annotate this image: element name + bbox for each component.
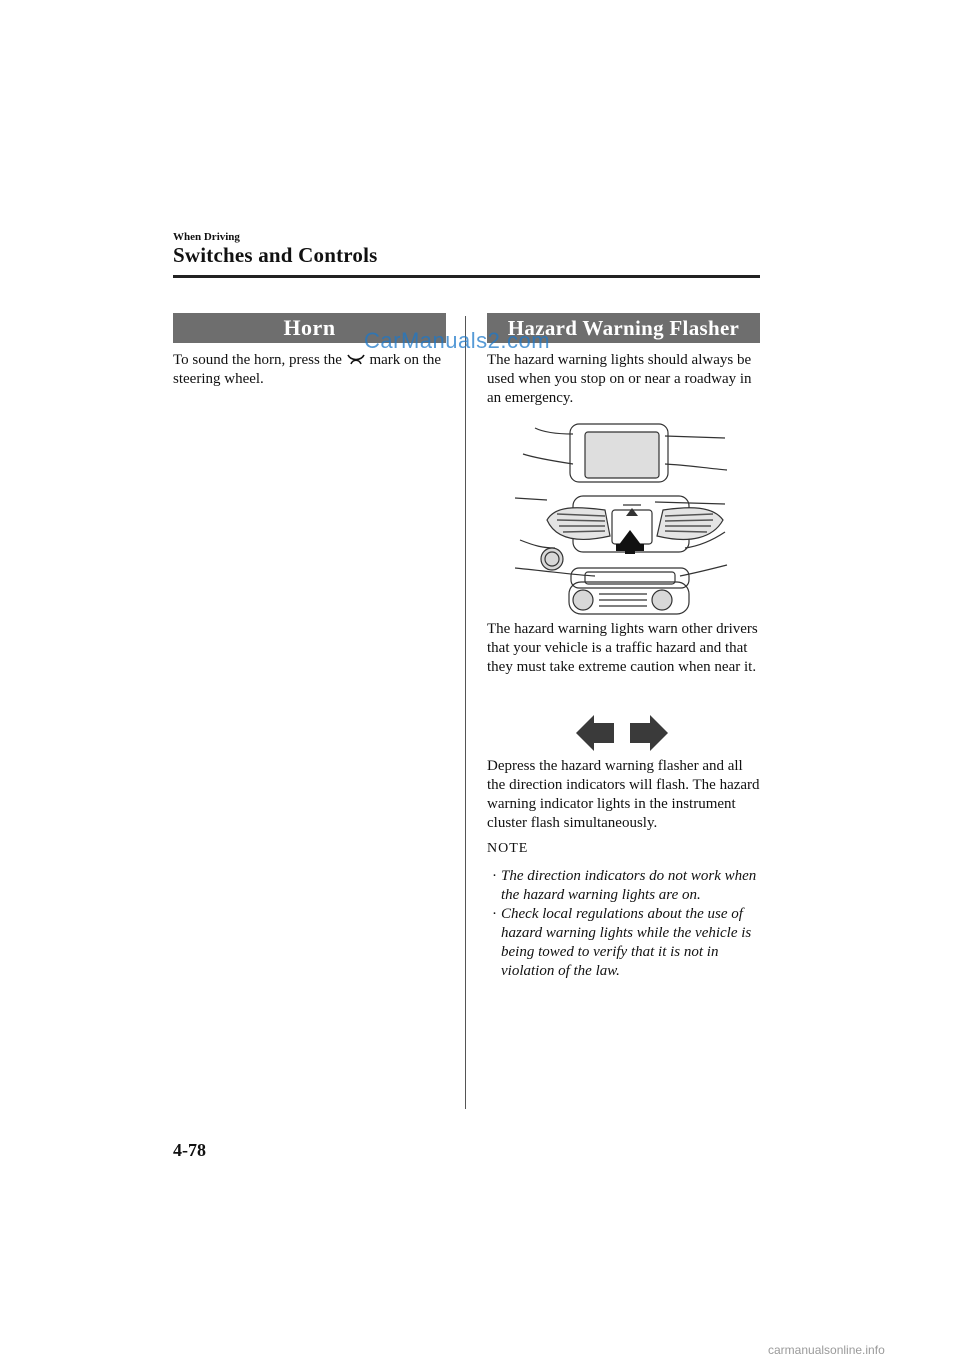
watermark: CarManuals2.com xyxy=(364,328,551,353)
horn-icon xyxy=(347,354,365,365)
pointer-arrow xyxy=(616,530,644,554)
page-title: Switches and Controls xyxy=(173,243,378,267)
horn-heading: Horn xyxy=(173,313,446,343)
note-text: The direction indicators do not work when the hazard warning lights are on. xyxy=(501,868,757,903)
horn-text-after: mark on the steering wheel. xyxy=(173,352,442,387)
note-item: · The direction indicators do not work when the hazard warning lights are on. xyxy=(492,868,757,903)
column-divider xyxy=(465,316,466,1109)
hazard-paragraph-2: The hazard warning lights warn other drivers that your vehicle is a traffic hazard and that they must take extreme caution when near it. xyxy=(487,621,758,675)
note-list xyxy=(492,867,767,981)
hazard-paragraph-3: Depress the hazard warning flasher and all the direction indicators will flash. The hazard warning indicator lights in the instrument cluster flash simultaneously. xyxy=(487,758,760,831)
title-rule xyxy=(173,275,760,278)
note-text: Check local regulations about the use of hazard warning lights while the vehicle is being towed to verify that it is not in violation of the law. xyxy=(501,906,752,979)
horn-text-before: To sound the horn, press the xyxy=(173,352,342,368)
footer-site-link[interactable]: carmanualsonline.info xyxy=(768,1343,885,1357)
page-number: 4-78 xyxy=(173,1140,206,1160)
hazard-paragraph-1: The hazard warning lights should always be used when you stop on or near a roadway in an emergency. xyxy=(487,352,752,406)
note-item: · Check local regulations about the use of hazard warning lights while the vehicle is being towed to verify that it is not in violation of the law. xyxy=(492,906,752,979)
hazard-heading: Hazard Warning Flasher xyxy=(487,313,760,343)
turn-signal-arrows-icon xyxy=(576,715,668,751)
note-label: NOTE xyxy=(487,841,529,856)
section-label: When Driving xyxy=(173,231,240,243)
horn-paragraph xyxy=(173,351,453,389)
dashboard-hazard-switch-illustration xyxy=(515,420,730,615)
